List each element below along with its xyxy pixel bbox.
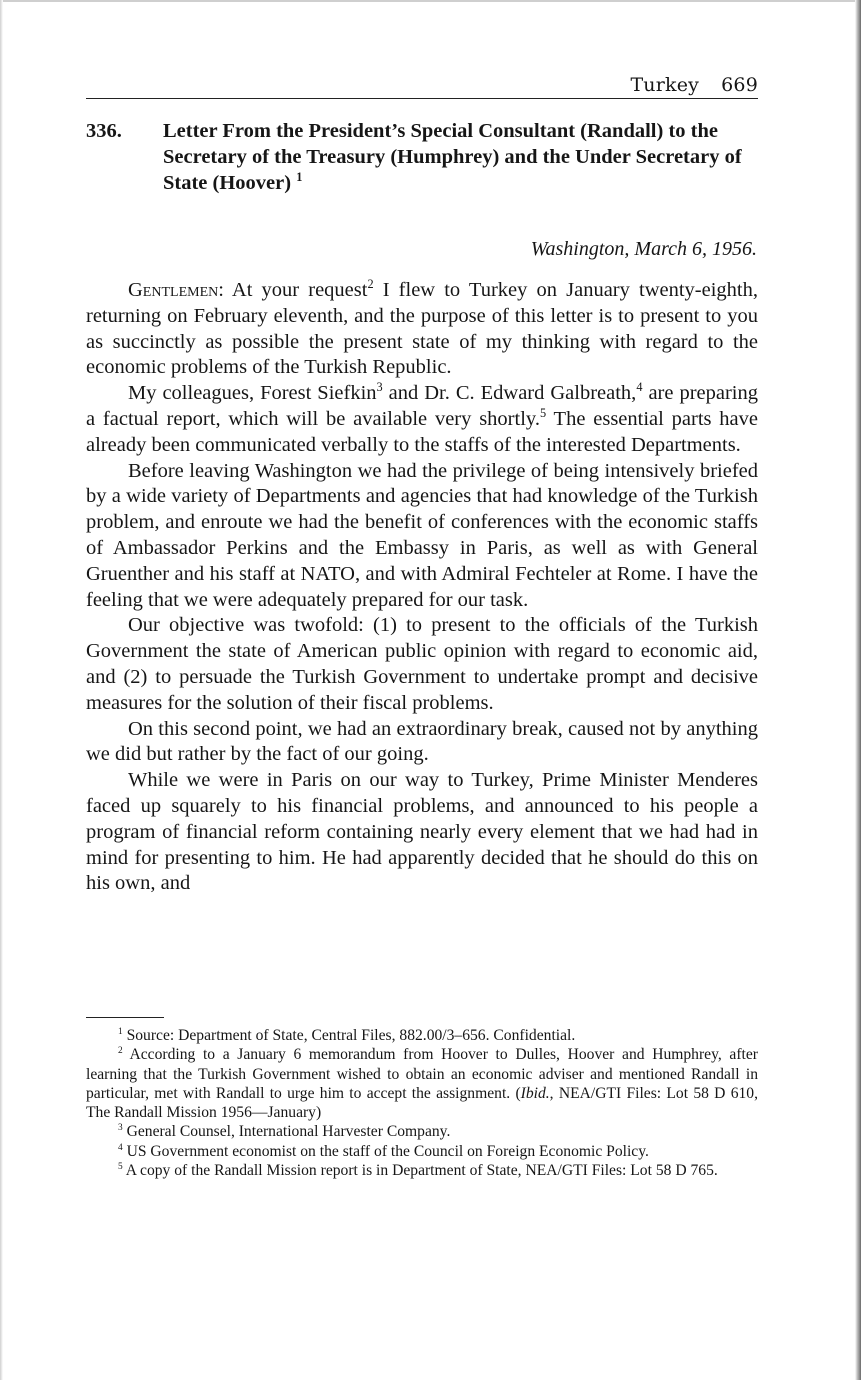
footnote-1-number: 1 <box>118 1026 123 1037</box>
footnote-2-text-b: , NEA/GTI Files: Lot 58 D 610, The Randall Mission 1956—January) <box>86 1084 758 1122</box>
footnote-2-ibid: Ibid. <box>520 1084 550 1102</box>
footnote-4 <box>86 1142 758 1161</box>
running-header <box>86 74 758 99</box>
salutation: Gentlemen: <box>128 279 224 301</box>
footnote-divider <box>86 1017 164 1018</box>
p2-text-c: are preparing a factual report, which will be available very shortly. <box>86 382 758 430</box>
footnote-ref-2: 2 <box>367 277 374 292</box>
footnote-2-number: 2 <box>118 1046 123 1057</box>
footnote-4-text: US Government economist on the staff of the Council on Foreign Economic Policy. <box>122 1142 649 1160</box>
footnote-ref-4: 4 <box>636 380 643 395</box>
document-title-text: Letter From the President’s Special Consultant (Randall) to the Secretary of the Treasury (Humphrey) and the Under Secretary of State (Hoover) <box>163 120 742 194</box>
footnote-3 <box>86 1122 758 1141</box>
footnote-3-number: 3 <box>118 1123 123 1134</box>
footnote-1-text: Source: Department of State, Central Files, 882.00/3–656. Confidential. <box>122 1027 576 1044</box>
paragraph-5: On this second point, we had an extraordinary break, caused not by anything we did but rather by the fact of our going. <box>86 717 758 766</box>
running-head-text <box>630 74 758 96</box>
paragraph-6: While we were in Paris on our way to Turkey, Prime Minister Menderes faced up squarely to his financial problems, and announced to his people a program of financial reform containing nearly every element that we had had in mind for presenting to him. He had apparently decided that he should do this on his own, and <box>86 769 758 895</box>
p1-text-a: At your request <box>223 279 368 301</box>
scan-top-edge <box>0 0 861 2</box>
footnote-2-text-a: According to a January 6 memorandum from Hoover to Dulles, Hoover and Humphrey, after learning that the Turkish Government wished to obtain an economic adviser and mentioned Randall in particular, met with Randall to urge him to accept the assignment. ( <box>86 1046 758 1102</box>
footnote-3-text: General Counsel, International Harvester Company. <box>122 1123 451 1141</box>
footnotes <box>86 1026 758 1180</box>
p1-text-b: I flew to Turkey on January twenty-eighth, returning on February eleventh, and the purpose of this letter is to present to you as succinctly as possible the present state of my thinking with regard to the economic problems of the Turkish Republic. <box>86 279 758 379</box>
letter-body <box>86 278 758 897</box>
footnote-2 <box>86 1045 758 1122</box>
footnote-4-number: 4 <box>118 1142 123 1153</box>
document-heading <box>86 118 758 196</box>
document-number: 336. <box>86 120 122 142</box>
p2-text-a: My colleagues, Forest Siefkin <box>128 382 377 405</box>
scan-left-edge <box>0 0 3 1380</box>
footnote-ref-3: 3 <box>376 380 383 395</box>
footnote-5 <box>86 1161 758 1180</box>
document-title <box>163 118 758 196</box>
title-footnote-ref: 1 <box>296 170 303 185</box>
paragraph-1 <box>86 278 758 381</box>
running-title: Turkey <box>630 74 700 96</box>
paragraph-4: Our objective was twofold: (1) to present to the officials of the Turkish Government the state of American public opinion with regard to economic aid, and (2) to persuade the Turkish Government to undertake prompt and decisive measures for the solution of their fiscal problems. <box>86 614 758 714</box>
p2-text-b: and Dr. C. Edward Galbreath, <box>382 382 637 405</box>
p2-text-d: The essential parts have already been communicated verbally to the staffs of the interested Departments. <box>86 407 759 456</box>
footnote-ref-5: 5 <box>539 406 547 421</box>
footnote-5-text: A copy of the Randall Mission report is in Department of State, NEA/GTI Files: Lot 58 D 765. <box>122 1162 718 1180</box>
page-number: 669 <box>721 74 758 96</box>
paragraph-2 <box>86 381 758 458</box>
footnote-1 <box>86 1026 758 1045</box>
footnote-5-number: 5 <box>118 1161 123 1172</box>
scan-right-edge <box>855 0 861 1380</box>
paragraph-3: Before leaving Washington we had the privilege of being intensively briefed by a wide variety of Departments and agencies that had knowledge of the Turkish problem, and enroute we had the benefit of conferences with the economic staffs of Ambassador Perkins and the Embassy in Paris, as well as with General Gruenther and his staff at NATO, and with Admiral Fechteler at Rome. I have the feeling that we were adequately prepared for our task. <box>86 459 758 611</box>
dateline: Washington, March 6, 1956. <box>530 238 757 260</box>
